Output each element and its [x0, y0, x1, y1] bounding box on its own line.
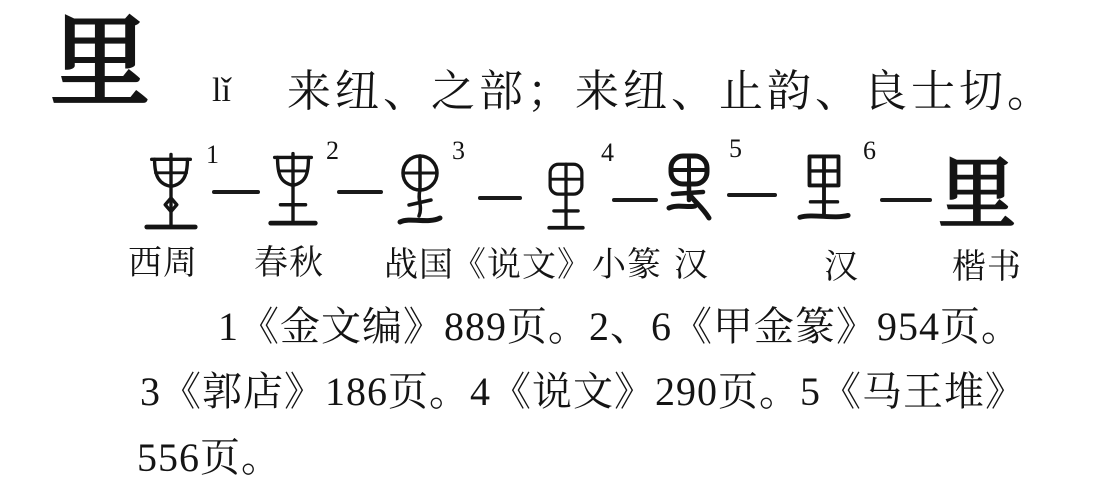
form-number-3: 3	[452, 136, 465, 165]
connector-dash	[337, 190, 383, 194]
form-number-2: 2	[326, 136, 339, 165]
reference-line-2: 3《郭店》186页。4《说文》290页。5《马王堆》	[140, 369, 1026, 414]
reference-line-3: 556页。	[137, 435, 282, 480]
form-label-shuowen-small-seal: 《说文》小篆	[452, 247, 662, 284]
glyph-form-1-western-zhou-bronze	[142, 150, 200, 245]
glyph-form-6-han-clerical	[795, 150, 853, 245]
headword-character: 里	[50, 8, 150, 119]
connector-dash	[880, 198, 932, 202]
glyph-form-3-warring-states	[386, 152, 454, 247]
reference-line-1: 1《金文编》889页。2、6《甲金篆》954页。	[218, 304, 1022, 349]
phonology-line: 来纽、之部；来纽、止韵、良士切。	[287, 67, 1055, 116]
form-label-han-1: 汉	[674, 247, 709, 284]
connector-dash	[478, 196, 522, 200]
connector-dash	[727, 193, 777, 197]
glyph-form-4-small-seal	[538, 158, 594, 248]
glyph-form-7-regular-script: 里	[938, 151, 1017, 238]
glyph-form-2-spring-autumn	[264, 150, 322, 245]
form-label-regular-script: 楷书	[952, 249, 1022, 286]
pinyin-reading: lǐ	[212, 72, 231, 109]
connector-dash	[612, 198, 658, 202]
form-number-5: 5	[729, 134, 742, 163]
glyph-form-5-han-silk	[658, 150, 720, 245]
form-label-warring-states: 战国	[384, 247, 454, 284]
form-label-han-2: 汉	[824, 249, 859, 286]
form-number-1: 1	[206, 140, 219, 169]
form-number-6: 6	[863, 136, 876, 165]
form-label-spring-autumn: 春秋	[254, 245, 324, 282]
form-number-4: 4	[601, 138, 614, 167]
connector-dash	[212, 190, 260, 194]
form-label-western-zhou: 西周	[128, 245, 198, 282]
